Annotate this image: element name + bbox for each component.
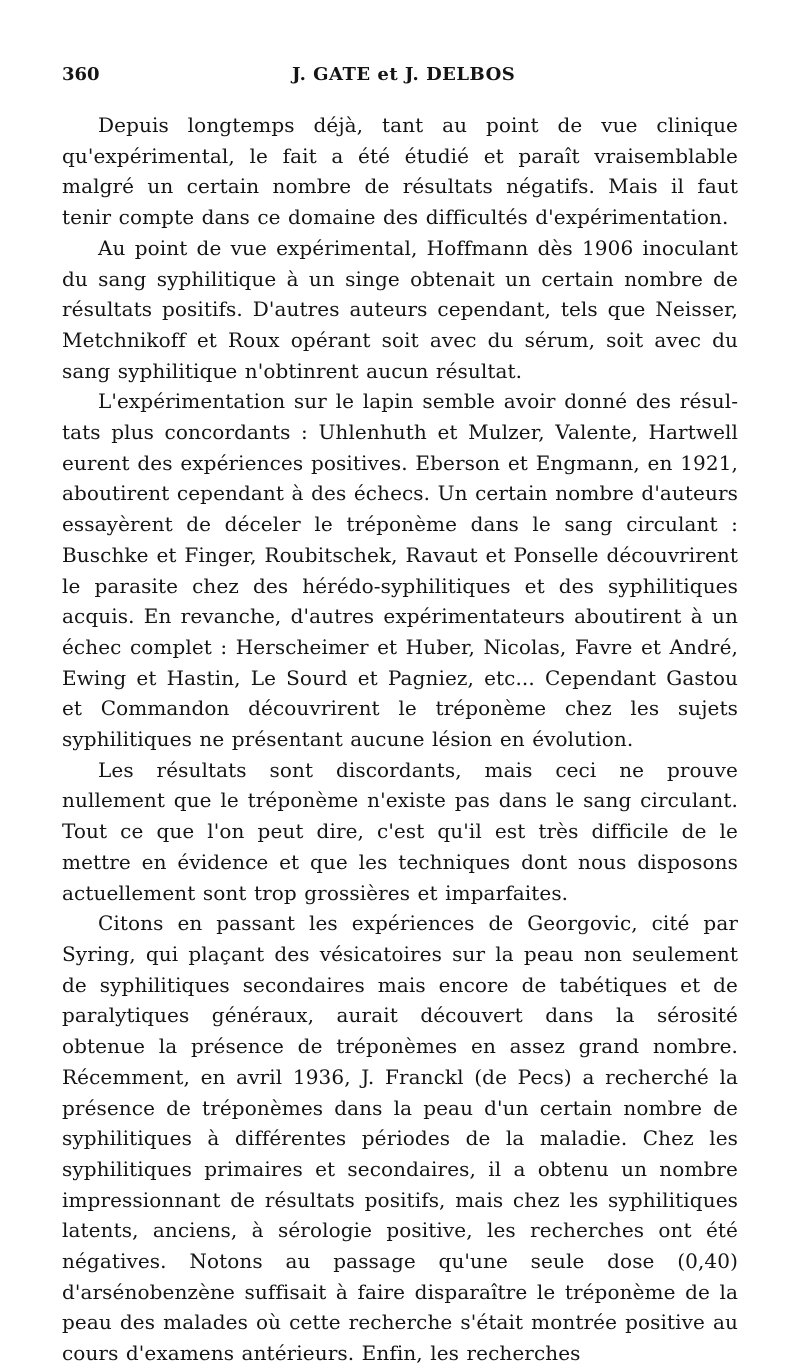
paragraph: L'expérimentation sur le lapin semble avoir donné des résultats plus concordants : Uhlenhuth et Mulzer, Valente, Hartwell eurent des expériences positives. Eberson et Engmann, en 1921, aboutirent cependant à des échecs. Un certain nombre d'auteurs essayèrent de déceler le tréponème dans le sang circulant : Buschke et Finger, Roubitschek, Ravaut et Ponselle découvrirent le parasite chez des hérédo-syphilitiques et des syphilitiques acquis. En revanche, d'autres expérimentateurs aboutirent à un échec complet : Herscheimer et Huber, Nicolas, Favre et André, Ewing et Hastin, Le Sourd et Pagniez, etc... Cependant Gastou et Commandon découvrirent le tréponème chez les sujets syphilitiques ne présentant aucune lésion en évolution. xyxy=(62,389,738,752)
page-number: 360 xyxy=(62,64,100,85)
page-header xyxy=(62,64,738,94)
body-text xyxy=(62,110,738,1369)
paragraph: Depuis longtemps déjà, tant au point de vue clinique qu'expérimental, le fait a été étudié et paraît vraisemblable malgré un certain nombre de résultats négatifs. Mais il faut tenir compte dans ce domaine des difficultés d'expérimentation. xyxy=(62,113,738,230)
paragraph: Au point de vue expérimental, Hoffmann dès 1906 inoculant du sang syphilitique à un singe obtenait un certain nombre de résultats positifs. D'autres auteurs cependant, tels que Neisser, Metchnikoff et Roux opérant soit avec du sérum, soit avec du sang syphilitique n'obtinrent aucun résultat. xyxy=(62,235,738,383)
running-head: J. GATE et J. DELBOS xyxy=(292,64,516,85)
paragraph: Les résultats sont discordants, mais ceci ne prouve nullement que le tréponème n'existe pas dans le sang circulant. Tout ce que l'on peut dire, c'est qu'il est très difficile de le mettre en évidence et que les techniques dont nous disposons actuellement sont trop grossières et imparfaites. xyxy=(62,757,738,905)
paragraph: Citons en passant les expériences de Georgovic, cité par Syring, qui plaçant des vésicatoires sur la peau non seulement de syphilitiques secondaires mais encore de tabétiques et de paralytiques généraux, aurait découvert dans la sérosité obtenue la présence de tréponèmes en assez grand nombre. Récemment, en avril 1936, J. Franckl (de Pecs) a recherché la présence de tréponèmes dans la peau d'un certain nombre de syphilitiques à différentes périodes de la maladie. Chez les syphilitiques primaires et secondaires, il a obtenu un nombre impressionnant de résultats positifs, mais chez les syphilitiques latents, anciens, à sérologie positive, les recherches ont été négatives. Notons au passage qu'une seule dose (0,40) d'arsénobenzène suffisait à faire disparaître le tréponème de la peau des malades où cette recherche s'était montrée positive au cours d'examens antérieurs. Enfin, les recherches xyxy=(62,911,738,1366)
